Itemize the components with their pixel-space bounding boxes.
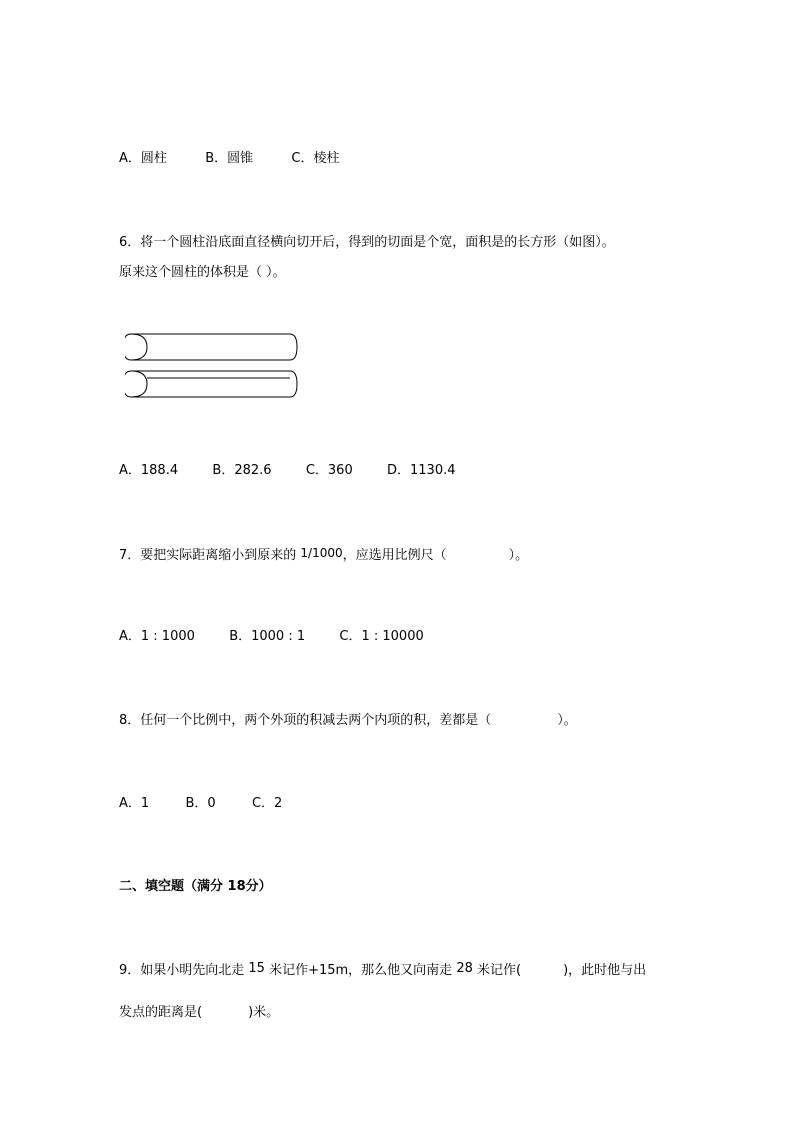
q8-prefix: 8．任何一个比例中，两个外项的积减去两个内项的积，差都是（ [119, 713, 492, 728]
q7-option-c: C．1 : 10000 [339, 629, 424, 644]
q6-option-b: B．282.6 [212, 463, 272, 478]
q7-options [119, 628, 424, 646]
upper-half-cylinder [125, 334, 297, 360]
q9-part1: 9．如果小明先向北走 [119, 963, 249, 978]
q5-option-a: A．圆柱 [119, 151, 167, 166]
q9-line2-b: )米。 [248, 1005, 280, 1020]
q6-text-line2: 原来这个圆柱的体积是（ ）。 [119, 265, 286, 280]
q5-option-c: C．棱柱 [291, 151, 340, 166]
q6-text-line1: 6．将一个圆柱沿底面直径横向切开后，得到的切面是个宽，面积是的长方形（如图）。 [119, 235, 615, 250]
q5-options [119, 150, 339, 168]
q8-text [119, 712, 577, 730]
q8-suffix: ）。 [557, 713, 577, 728]
q9-number-north: 15 [248, 961, 265, 976]
q8-option-c: C．2 [251, 796, 283, 811]
q6-option-c: C．360 [305, 463, 353, 478]
q7-option-a: A．1 : 1000 [119, 629, 195, 644]
q8-options [119, 795, 282, 813]
q7-suffix: ）。 [508, 548, 529, 563]
q6-option-d: D．1130.4 [387, 463, 456, 478]
q9-part2: 米记作+15m，那么他又向南走 [264, 963, 457, 978]
q9-number-south: 28 [456, 961, 473, 976]
q9-part4: )，此时他与出 [563, 963, 647, 978]
q6-options [119, 462, 456, 480]
section-title: 二、填空题（满分 18分） [119, 879, 272, 894]
q5-option-b: B．圆锥 [205, 151, 254, 166]
q7-fraction: 1/1000 [300, 546, 343, 560]
q9-line1 [119, 962, 646, 980]
q7-text [119, 546, 528, 565]
q6-option-a: A．188.4 [119, 463, 179, 478]
q9-line2 [119, 1004, 279, 1022]
q7-middle: ，应选用比例尺（ [342, 548, 447, 563]
q7-prefix: 7．要把实际距离缩小到原来的 [119, 548, 301, 563]
q8-option-a: A．1 [119, 796, 150, 811]
q9-line2-a: 发点的距离是( [119, 1005, 203, 1020]
q8-option-b: B．0 [185, 796, 216, 811]
q9-part3: 米记作( [472, 963, 522, 978]
q7-option-b: B．1000 : 1 [229, 629, 306, 644]
cylinder-cut-figure [125, 330, 300, 405]
lower-half-cylinder [125, 371, 297, 397]
